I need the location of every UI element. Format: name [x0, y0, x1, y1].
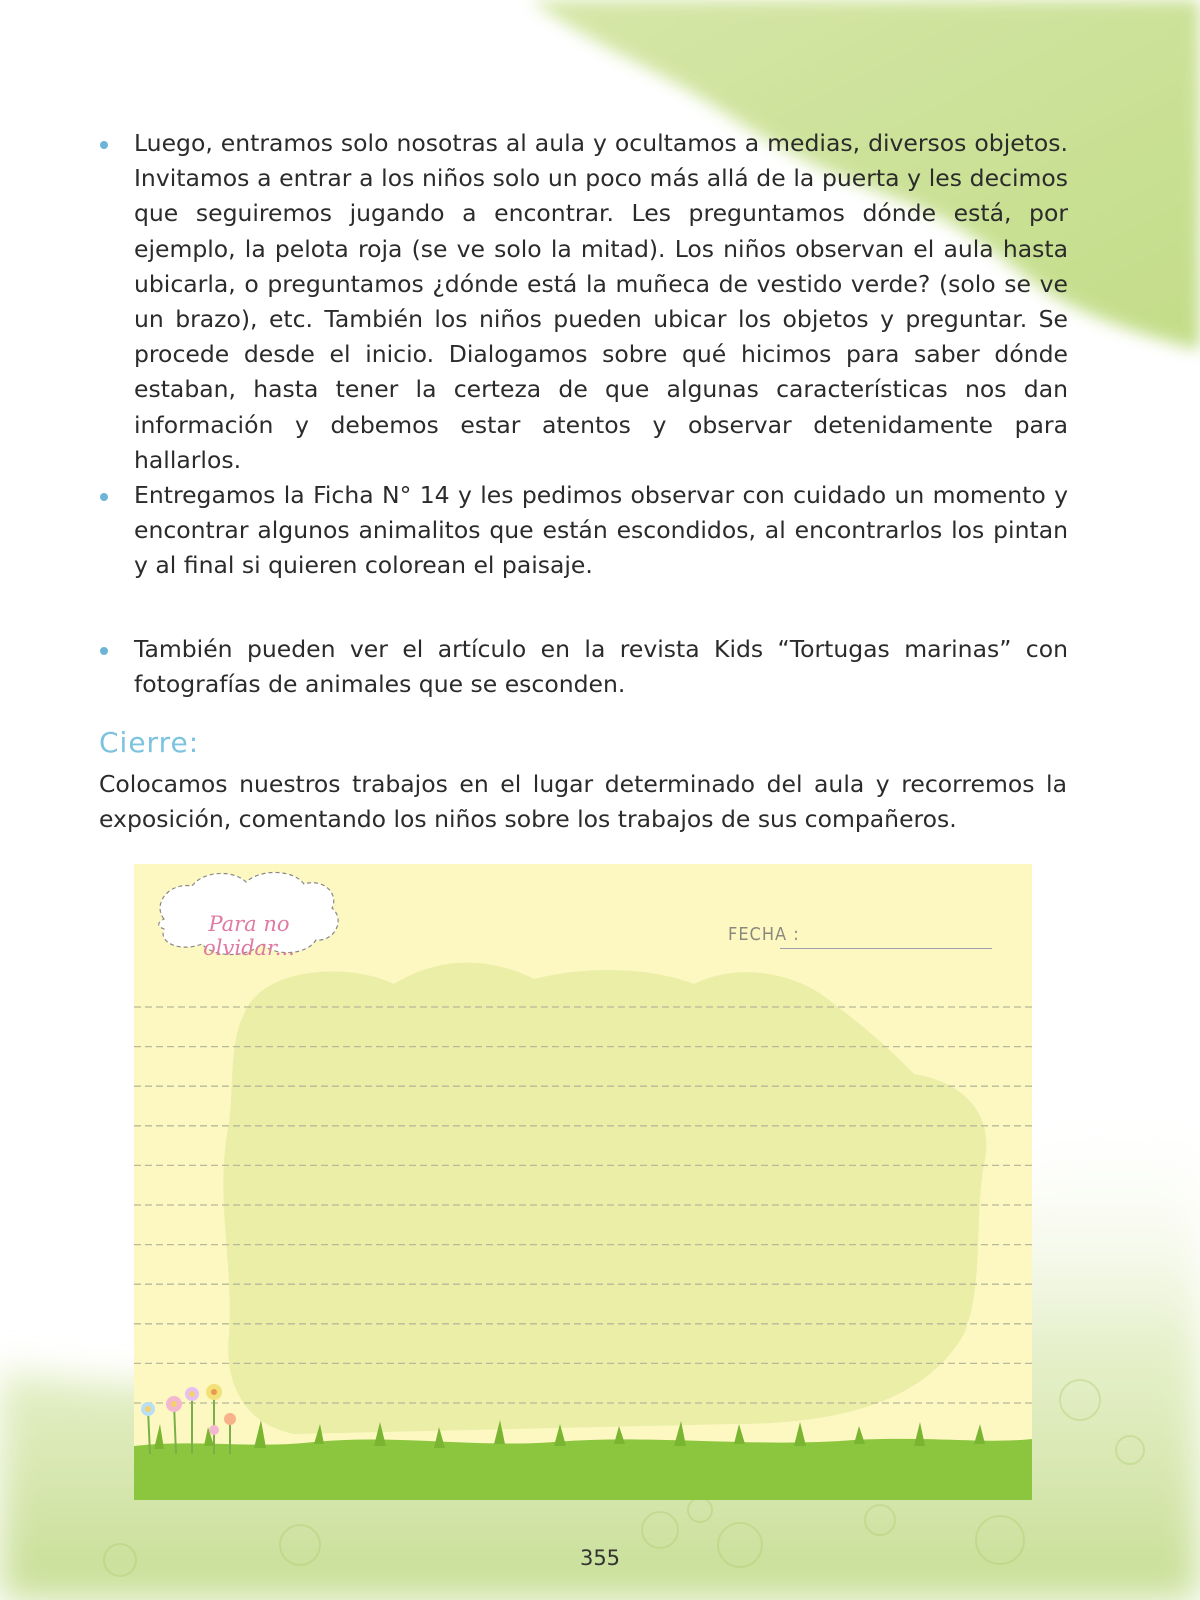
bullet-icon: [100, 647, 108, 655]
list-item: [98, 478, 1068, 584]
bullet-icon: [100, 141, 108, 149]
section-heading-cierre: Cierre:: [99, 726, 200, 759]
list-item-text: Luego, entramos solo nosotras al aula y ocultamos a medias, diversos objetos. Invitamos a entrar a los niños solo un poco más allá de la puerta y les decimos que seguiremos jugando a encontrar. Les preguntamos dónde está, por ejemplo, la pelota roja (se ve solo la mitad). Los niños observan el aula hasta ubicarla, o preguntamos ¿dónde está la muñeca de vestido verde? (solo se ve un brazo), etc. También los niños pueden ubicar los objetos y preguntar. Se procede desde el inicio. Dialogamos sobre qué hicimos para saber dónde estaban, hasta tener la certeza de que algunas características nos dan información y debemos estar atentos y observar detenidamente para hallarlos.: [134, 129, 1068, 474]
date-label: FECHA :: [728, 924, 800, 945]
list-item-text: Entregamos la Ficha N° 14 y les pedimos observar con cuidado un momento y encontrar algunos animalitos que están escondidos, al encontrarlos los pintan y al final si quieren colorean el paisaje.: [134, 481, 1068, 580]
list-item: [98, 632, 1068, 702]
activity-list: [98, 126, 1068, 702]
list-item-text: También pueden ver el artículo en la revista Kids “Tortugas marinas” con fotografías de animales que se esconden.: [134, 634, 1068, 698]
list-item: [98, 126, 1068, 478]
date-input-line[interactable]: [780, 948, 992, 949]
note-card: [134, 864, 1032, 1500]
bullet-icon: [100, 493, 108, 501]
grass-strip: [134, 1439, 1032, 1500]
closing-paragraph: Colocamos nuestros trabajos en el lugar determinado del aula y recorremos la exposición, comentando los niños sobre los trabajos de sus compañeros.: [99, 770, 1067, 834]
stamp-text: Para no olvidar...: [203, 912, 295, 960]
page-number: 355: [579, 1546, 621, 1570]
